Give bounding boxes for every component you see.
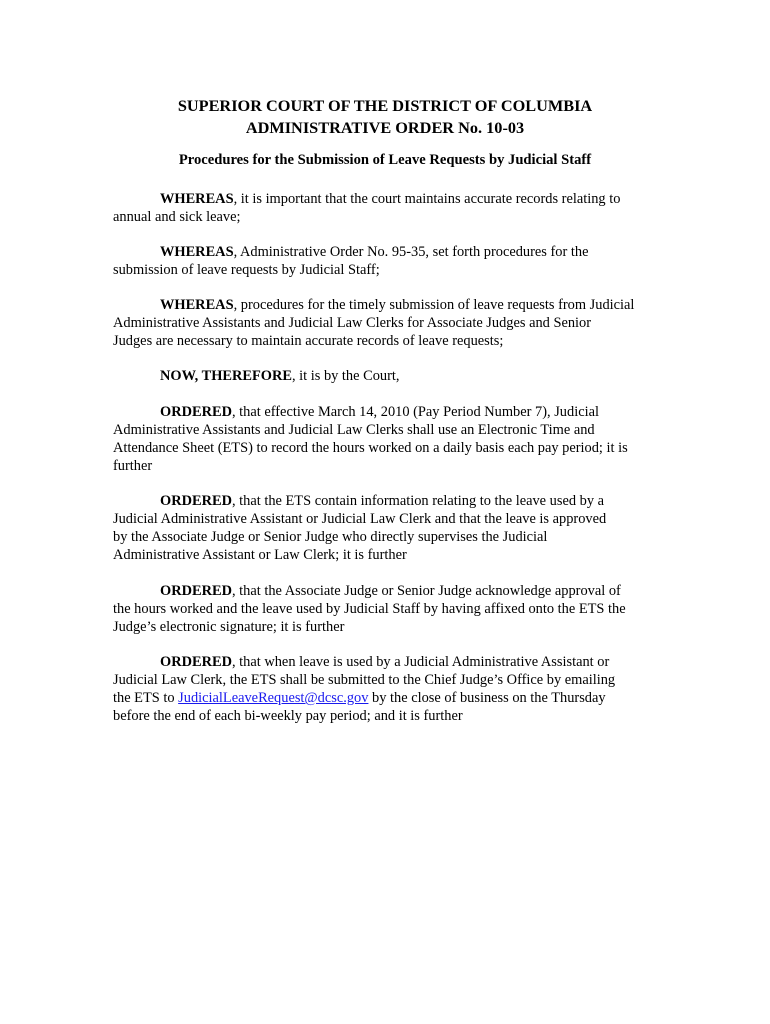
paragraph-line: [113, 243, 673, 261]
email-link[interactable]: JudicialLeaveRequest@dcsc.gov: [178, 690, 369, 706]
paragraph-line: Attendance Sheet (ETS) to record the hours worked on a daily basis each pay period; it is: [113, 440, 628, 456]
paragraph-keyword: WHEREAS: [160, 297, 234, 313]
paragraph-keyword: WHEREAS: [160, 244, 234, 260]
paragraph-line: the hours worked and the leave used by Judicial Staff by having affixed onto the ETS the: [113, 601, 626, 617]
paragraph-line: [113, 653, 673, 671]
paragraph-line: by the Associate Judge or Senior Judge who directly supervises the Judicial: [113, 529, 548, 545]
paragraph-text: , that the Associate Judge or Senior Judge acknowledge approval of: [231, 583, 621, 599]
paragraph-line: Judge’s electronic signature; it is further: [113, 619, 345, 635]
paragraph-text: , procedures for the timely submission of leave requests from Judicial: [233, 297, 635, 313]
paragraph-keyword: ORDERED: [160, 583, 232, 599]
whereas-paragraph-2: [113, 243, 673, 279]
order-subtitle: Procedures for the Submission of Leave Requests by Judicial Staff: [178, 152, 592, 168]
whereas-paragraph-3: [113, 296, 673, 350]
paragraph-line: before the end of each bi-weekly pay period; and it is further: [113, 708, 463, 724]
paragraph-line: Judges are necessary to maintain accurate records of leave requests;: [113, 333, 504, 349]
paragraph-line: [113, 296, 673, 314]
paragraph-text: the ETS to: [113, 690, 179, 706]
ordered-paragraph-4: [113, 653, 673, 725]
paragraph-line: [113, 492, 673, 510]
paragraph-line: submission of leave requests by Judicial Staff;: [113, 262, 380, 278]
paragraph-line: Judicial Law Clerk, the ETS shall be submitted to the Chief Judge’s Office by emailing: [113, 672, 616, 688]
paragraph-line: Administrative Assistants and Judicial Law Clerks shall use an Electronic Time and: [113, 422, 595, 438]
paragraph-line: further: [113, 458, 153, 474]
paragraph-keyword: NOW, THEREFORE: [160, 368, 292, 384]
paragraph-keyword: ORDERED: [160, 654, 232, 670]
paragraph-text: , Administrative Order No. 95-35, set forth procedures for the: [233, 244, 589, 260]
paragraph-keyword: ORDERED: [160, 404, 232, 420]
whereas-paragraph-1: [113, 190, 673, 226]
paragraph-line: [113, 689, 673, 707]
ordered-paragraph-3: [113, 582, 673, 636]
paragraph-line: [113, 367, 673, 385]
paragraph-line: [113, 582, 673, 600]
court-title: SUPERIOR COURT OF THE DISTRICT OF COLUMBIA: [177, 96, 593, 115]
paragraph-text: , that effective March 14, 2010 (Pay Period Number 7), Judicial: [231, 404, 599, 420]
paragraph-text: by the close of business on the Thursday: [368, 690, 606, 706]
paragraph-line: [113, 190, 673, 208]
paragraph-line: annual and sick leave;: [113, 209, 241, 225]
paragraph-keyword: ORDERED: [160, 493, 232, 509]
paragraph-line: Administrative Assistant or Law Clerk; it is further: [113, 547, 407, 563]
paragraph-text: , that when leave is used by a Judicial Administrative Assistant or: [231, 654, 610, 670]
ordered-paragraph-2: [113, 492, 673, 564]
paragraph-keyword: WHEREAS: [160, 191, 234, 207]
paragraph-text: , that the ETS contain information relating to the leave used by a: [231, 493, 605, 509]
paragraph-text: , it is by the Court,: [291, 368, 400, 384]
ordered-paragraph-1: [113, 403, 673, 475]
order-number-title: ADMINISTRATIVE ORDER No. 10-03: [245, 118, 525, 137]
paragraph-line: Administrative Assistants and Judicial Law Clerks for Associate Judges and Senior: [113, 315, 592, 331]
now-therefore-paragraph: [113, 367, 673, 385]
paragraph-text: , it is important that the court maintains accurate records relating to: [233, 191, 621, 207]
paragraph-line: [113, 403, 673, 421]
paragraph-line: Judicial Administrative Assistant or Judicial Law Clerk and that the leave is approved: [113, 511, 607, 527]
